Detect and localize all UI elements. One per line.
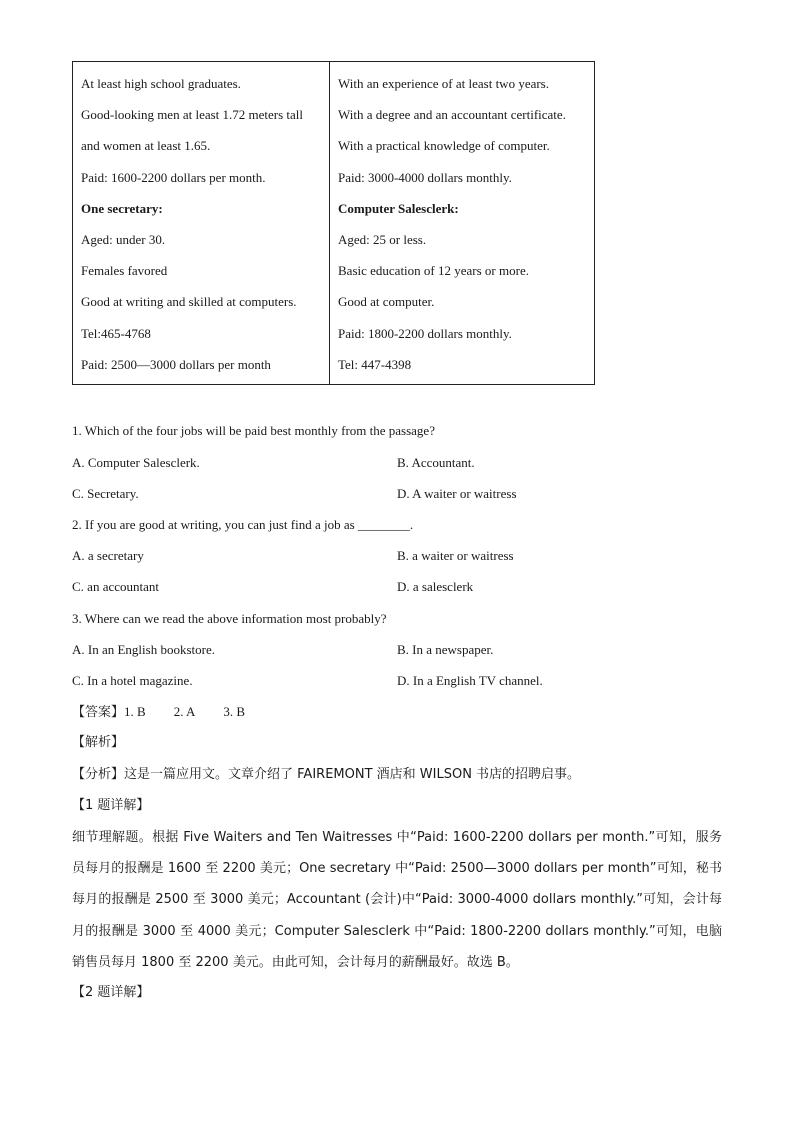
ad-line: Paid: 1600-2200 dollars per month. [81, 169, 266, 185]
ad-line: With a practical knowledge of computer. [338, 138, 550, 154]
ad-line: and women at least 1.65. [81, 138, 211, 154]
question-2-option-b: B. a waiter or waitress [397, 548, 514, 563]
question-1-stem: 1. Which of the four jobs will be paid best monthly from the passage? [72, 423, 435, 438]
ad-line: With a degree and an accountant certificate. [338, 107, 566, 123]
ad-line: Paid: 1800-2200 dollars monthly. [338, 325, 512, 341]
ad-line: Basic education of 12 years or more. [338, 263, 529, 279]
q2-detail-heading: 【2 题详解】 [72, 985, 150, 1000]
question-3-stem: 3. Where can we read the above information most probably? [72, 611, 387, 626]
answer-item-2: 2. A [173, 704, 196, 719]
answer-line [72, 701, 245, 723]
question-2-option-d: D. a salesclerk [397, 579, 474, 594]
ad-line: Good at computer. [338, 294, 435, 310]
ad-line: With an experience of at least two years. [338, 76, 549, 91]
ad-line: Aged: under 30. [81, 231, 166, 247]
ad-line: Tel: 447-4398 [338, 356, 412, 372]
question-2-option-c: C. an accountant [72, 579, 159, 594]
ad-line: Good at writing and skilled at computers. [81, 294, 297, 310]
ad-heading-salesclerk: Computer Salesclerk: [338, 200, 459, 216]
ad-line: Aged: 25 or less. [338, 231, 427, 247]
question-3-option-a: A. In an English bookstore. [72, 642, 215, 657]
question-2-option-a: A. a secretary [72, 548, 144, 563]
answer-item-3: 3. B [223, 704, 246, 719]
analysis-tag: 【解析】 [72, 735, 125, 750]
answer-tag: 【答案】 [72, 705, 125, 720]
fenxi-text: 这是一篇应用文。文章介绍了 FAIREMONT 酒店和 WILSON 书店的招聘启事。 [124, 767, 581, 782]
job-ads-table [72, 61, 595, 385]
question-1-option-d: D. A waiter or waitress [397, 486, 517, 501]
ad-line: Females favored [81, 263, 168, 279]
ad-line: Paid: 3000-4000 dollars monthly. [338, 169, 512, 185]
question-1-option-a: A. Computer Salesclerk. [72, 455, 200, 470]
ad-line: Tel:465-4768 [81, 325, 151, 341]
question-2-stem: 2. If you are good at writing, you can just find a job as ________. [72, 517, 414, 532]
answer-item-1: 1. B [124, 704, 146, 719]
q1-detail-heading: 【1 题详解】 [72, 798, 150, 813]
question-1-option-c: C. Secretary. [72, 486, 139, 501]
question-3-option-c: C. In a hotel magazine. [72, 673, 193, 688]
fenxi-line [72, 763, 580, 785]
ad-line: Paid: 2500—3000 dollars per month [81, 356, 271, 372]
ads-left-cell [73, 62, 330, 385]
question-3-option-d: D. In a English TV channel. [397, 673, 543, 688]
ad-heading-secretary: One secretary: [81, 200, 163, 216]
fenxi-tag: 【分析】 [72, 767, 125, 782]
ads-right-cell [330, 62, 595, 385]
question-3-option-b: B. In a newspaper. [397, 642, 494, 657]
q1-detail-text: 细节理解题。根据 Five Waiters and Ten Waitresses 中“Paid: 1600-2200 dollars per month.”可知，服务员每月的报酬是 1600 至 2200 美元；One secretary 中“Paid: 2500—3000 dollars per month”可知，秘书每月的报酬是 2500 至 3000 美元；Accountant (会计)中“Paid: 3000-4000 dollars monthly.”可知，会计每月的报酬是 3000 至 4000 美元；Computer Salesclerk 中“Paid: 1800-2200 dollars monthly.”可知，电脑销售员每月 1800 至 2200 美元。由此可知，会计每月的薪酬最好。故选 B。 [72, 830, 722, 970]
ad-line: At least high school graduates. [81, 76, 241, 91]
question-1-option-b: B. Accountant. [397, 455, 475, 470]
ad-line: Good-looking men at least 1.72 meters tall [81, 107, 304, 123]
